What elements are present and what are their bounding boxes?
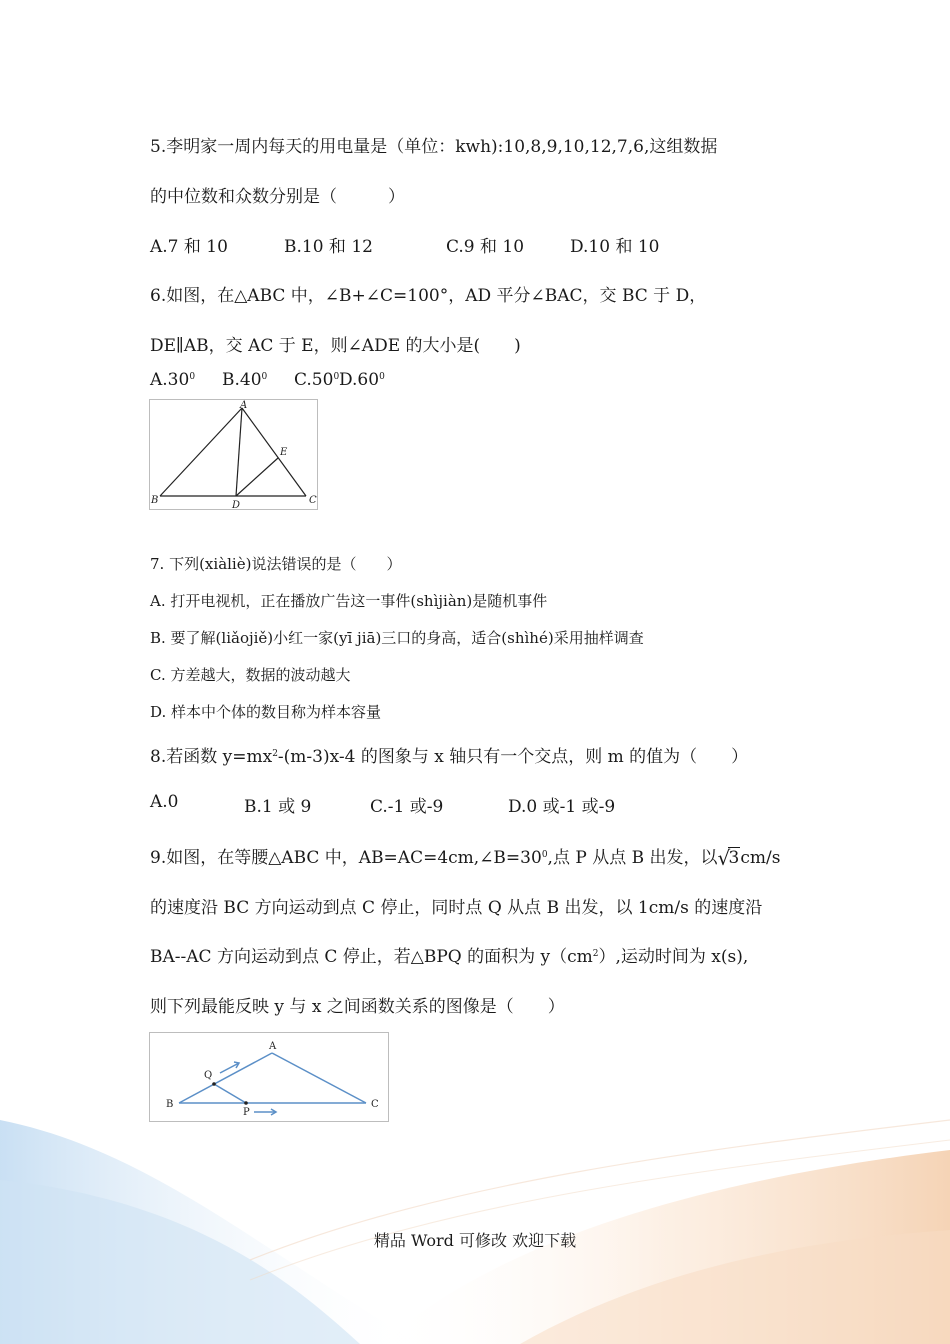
label-c: C: [309, 495, 317, 506]
q5-option-d: D.10 和 10: [570, 237, 660, 257]
q6-option-d: $D.60^0$: [339, 370, 385, 390]
q5-option-c: C.9 和 10: [446, 237, 525, 257]
q5-stem-line1: 5.李明家一周内每天的用电量是（单位：kwh):10,8,9,10,12,7,6,这组数据: [150, 137, 718, 157]
segment-de: [236, 458, 278, 496]
q8-option-c: C.-1 或-9: [370, 797, 444, 817]
page-footer: 精品 Word 可修改 欢迎下载: [373, 1231, 577, 1250]
segment-ac: [272, 1053, 366, 1103]
q5-option-a: A.7 和 10: [150, 237, 228, 257]
q7-option-d: D. 样本中个体的数目称为样本容量: [150, 703, 382, 721]
q7-stem: 7. 下列(xiàliè)说法错误的是（ ）: [150, 555, 402, 573]
q9-stem-line2: 的速度沿 BC 方向运动到点 C 停止，同时点 Q 从点 B 出发，以 1cm/s 的速度沿: [150, 898, 763, 918]
q8-stem: 8.若函数 $y=mx^2-(m-3)x-4$ 的图象与 x 轴只有一个交点，则 m 的值为（ ）: [150, 747, 749, 767]
q6-triangle-figure: [149, 399, 318, 510]
q5-option-b: B.10 和 12: [284, 237, 373, 257]
q7-option-a: A. 打开电视机，正在播放广告这一事件(shìjiàn)是随机事件: [150, 592, 548, 610]
q6-option-c: $C.50^0$: [294, 370, 340, 390]
q7-option-c: C. 方差越大，数据的波动越大: [150, 666, 351, 684]
segment-ab: [179, 1053, 272, 1103]
segment-ac: [242, 408, 306, 496]
q5-stem-line2: 的中位数和众数分别是（ ）: [150, 187, 405, 207]
q6-option-a: $A.30^0$: [150, 370, 196, 390]
q9-stem-line1: 9.如图，在等腰△ABC 中，$AB=AC=4cm,\angle B=30^0$,点 P 从点 B 出发，以 √ 3cm/s: [150, 846, 781, 870]
point-q: [212, 1082, 216, 1086]
q9-stem-line4: 则下列最能反映 y 与 x 之间函数关系的图像是（ ）: [150, 997, 565, 1017]
label-d: D: [232, 500, 241, 509]
label-q: Q: [204, 1070, 213, 1081]
q7-option-b: B. 要了解(liǎojiě)小红一家(yī jiā)三口的身高，适合(shìhé)采用抽样调查: [150, 629, 644, 647]
label-e: E: [280, 447, 288, 458]
q6-stem-line2: DE∥AB，交 AC 于 E，则∠ADE 的大小是( ): [150, 336, 521, 356]
q8-option-a: A.0: [150, 792, 179, 812]
label-a: A: [269, 1041, 277, 1052]
q6-stem-line1: 6.如图，在△ABC 中，∠B+∠C=100°，AD 平分∠BAC，交 BC 于 D，: [150, 286, 707, 306]
q6-option-b: $B.40^0$: [222, 370, 268, 390]
q8-option-d: D.0 或-1 或-9: [508, 797, 616, 817]
label-c: C: [371, 1099, 379, 1110]
label-p: P: [243, 1107, 250, 1118]
q9-triangle-figure: [149, 1032, 389, 1122]
sqrt-symbol: √ 3: [717, 846, 740, 870]
q8-option-b: B.1 或 9: [244, 797, 312, 817]
label-a: A: [240, 400, 248, 411]
segment-qp: [214, 1084, 246, 1103]
segment-ad: [236, 408, 242, 496]
label-b: B: [151, 495, 159, 506]
label-b: B: [166, 1099, 174, 1110]
q9-stem-line3: BA--AC 方向运动到点 C 停止，若△BPQ 的面积为 $y(cm^2)$,运动时间为 x(s),: [150, 947, 749, 967]
point-p: [244, 1101, 248, 1105]
segment-ab: [160, 408, 242, 496]
